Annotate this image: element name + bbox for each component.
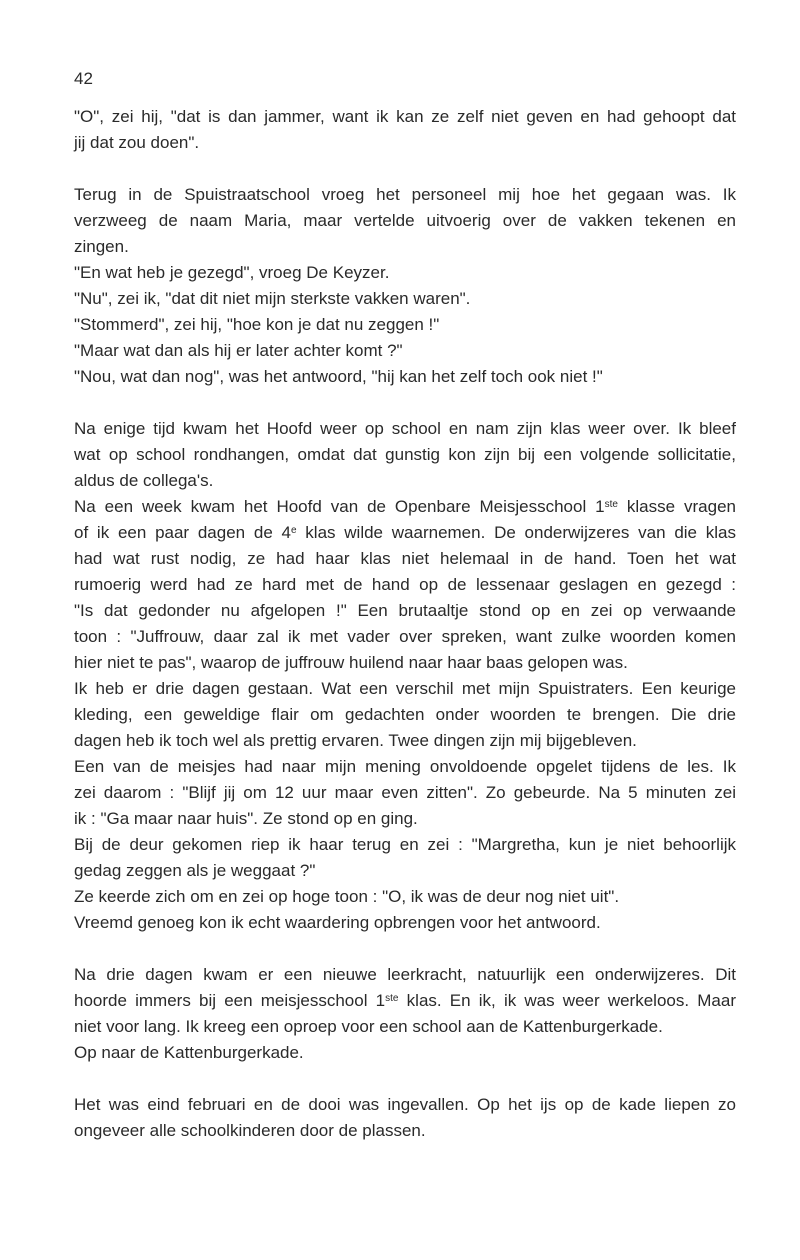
text-line: hier niet te pas", waarop de juffrouw huilend naar haar baas gelopen was. [74, 653, 628, 672]
text-line: ik : "Ga maar naar huis". Ze stond op en ging. [74, 809, 418, 828]
text-span: klas wilde waarnemen. De onderwijzeres van die klas [296, 523, 736, 542]
text-line: "Nou, wat dan nog", was het antwoord, "hij kan het zelf toch ook niet !" [74, 367, 603, 386]
text-line: aldus de collega's. [74, 471, 214, 490]
text-line: Na drie dagen kwam er een nieuwe leerkracht, natuurlijk een onderwijzeres. Dit [74, 965, 736, 984]
text-line: toon : "Juffrouw, daar zal ik met vader over spreken, want zulke woorden komen [74, 627, 736, 646]
text-line: "En wat heb je gezegd", vroeg De Keyzer. [74, 263, 390, 282]
text-line: "Nu", zei ik, "dat dit niet mijn sterkste vakken waren". [74, 289, 471, 308]
text-line: verzweeg de naam Maria, maar vertelde uitvoerig over de vakken tekenen en [74, 211, 736, 230]
text-line: zingen. [74, 237, 129, 256]
text-line: Na enige tijd kwam het Hoofd weer op school en nam zijn klas weer over. Ik bleef [74, 419, 736, 438]
text-line: Vreemd genoeg kon ik echt waardering opbrengen voor het antwoord. [74, 913, 601, 932]
text-line: "Stommerd", zei hij, "hoe kon je dat nu zeggen !" [74, 315, 440, 334]
text-line: wat op school rondhangen, omdat dat gunstig kon zijn bij een volgende sollicitatie, [74, 445, 736, 464]
text-span: of ik een paar dagen de 4 [74, 523, 291, 542]
paragraph [74, 1092, 736, 1144]
text-span: hoorde immers bij een meisjesschool 1 [74, 991, 386, 1010]
paragraph [74, 104, 736, 156]
text-span: klas. En ik, ik was weer werkeloos. Maar [398, 991, 736, 1010]
text-line: "O", zei hij, "dat is dan jammer, want ik kan ze zelf niet geven en had gehoopt dat [74, 107, 736, 126]
superscript: e [290, 525, 297, 536]
text-line: Ik heb er drie dagen gestaan. Wat een verschil met mijn Spuistraters. Een keurige [74, 679, 736, 698]
paragraph [74, 416, 736, 936]
text-line: jij dat zou doen". [74, 133, 200, 152]
paragraph-gap [74, 936, 736, 962]
text-line: had wat rust nodig, ze had haar klas niet helemaal in de hand. Toen het wat [74, 549, 736, 568]
text-line: zei daarom : "Blijf jij om 12 uur maar even zitten". Zo gebeurde. Na 5 minuten zei [74, 783, 736, 802]
text-line: Op naar de Kattenburgerkade. [74, 1043, 304, 1062]
paragraph [74, 962, 736, 1066]
superscript: ste [604, 499, 618, 510]
paragraph [74, 182, 736, 390]
text-line: Bij de deur gekomen riep ik haar terug en zei : "Margretha, kun je niet behoorlijk [74, 835, 736, 854]
text-line: Ze keerde zich om en zei op hoge toon : "O, ik was de deur nog niet uit". [74, 887, 620, 906]
text-line: kleding, een geweldige flair om gedachten onder woorden te brengen. Die drie [74, 705, 736, 724]
text-line: rumoerig werd had ze hard met de hand op de lessenaar geslagen en gezegd : [74, 575, 736, 594]
paragraph-gap [74, 156, 736, 182]
text-line [74, 988, 736, 1014]
paragraph-gap [74, 390, 736, 416]
text-line: "Maar wat dan als hij er later achter komt ?" [74, 341, 403, 360]
text-line [74, 520, 736, 546]
text-line: Terug in de Spuistraatschool vroeg het personeel mij hoe het gegaan was. Ik [74, 185, 736, 204]
text-span: klasse vragen [617, 497, 736, 516]
text-line: Een van de meisjes had naar mijn mening onvoldoende opgelet tijdens de les. Ik [74, 757, 736, 776]
text-line: niet voor lang. Ik kreeg een oproep voor een school aan de Kattenburgerkade. [74, 1017, 663, 1036]
body-text [74, 104, 736, 1144]
text-line: dagen heb ik toch wel als prettig ervaren. Twee dingen zijn mij bijgebleven. [74, 731, 637, 750]
page-number: 42 [74, 69, 93, 88]
text-line: gedag zeggen als je weggaat ?" [74, 861, 316, 880]
text-line: Het was eind februari en de dooi was ingevallen. Op het ijs op de kade liepen zo [74, 1095, 736, 1114]
document-page [74, 66, 736, 1144]
text-line [74, 494, 736, 520]
text-line: ongeveer alle schoolkinderen door de plassen. [74, 1121, 426, 1140]
paragraph-gap [74, 1066, 736, 1092]
text-line: "Is dat gedonder nu afgelopen !" Een brutaaltje stond op en zei op verwaande [74, 601, 736, 620]
superscript: ste [385, 993, 399, 1004]
text-span: Na een week kwam het Hoofd van de Openbare Meisjesschool 1 [74, 497, 605, 516]
